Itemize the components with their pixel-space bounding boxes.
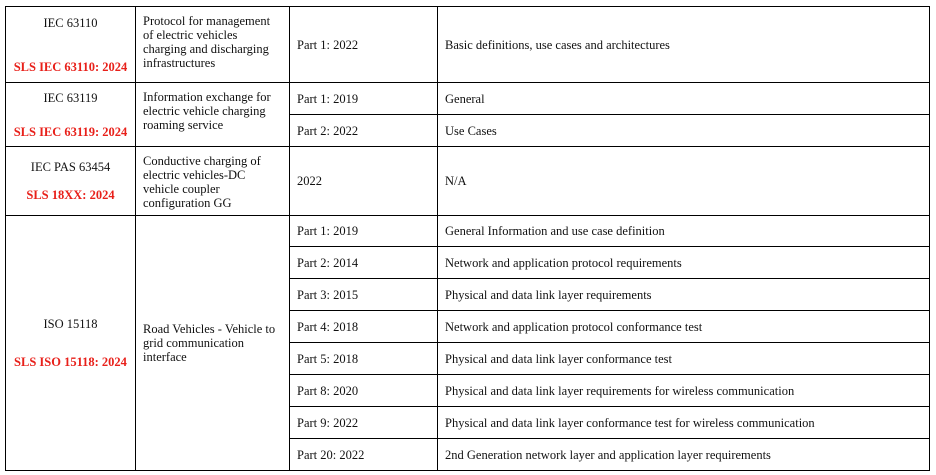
part-cell: Part 1: 2022 — [290, 7, 438, 83]
part-description: N/A — [438, 147, 930, 216]
standard-id: IEC 63110 — [43, 15, 98, 30]
sls-standard-id: SLS 18XX: 2024 — [26, 188, 115, 202]
part-cell: Part 2: 2022 — [290, 115, 438, 147]
standard-cell — [6, 216, 136, 471]
part-cell: Part 4: 2018 — [290, 311, 438, 343]
sls-standard-id: SLS IEC 63119: 2024 — [13, 124, 128, 139]
part-description: General — [438, 83, 930, 115]
standard-title: Road Vehicles - Vehicle to grid communication interface — [136, 216, 290, 471]
table-row — [6, 7, 930, 83]
part-description: Physical and data link layer conformance test — [438, 343, 930, 375]
part-description: Use Cases — [438, 115, 930, 147]
part-cell: Part 20: 2022 — [290, 439, 438, 471]
part-cell: Part 2: 2014 — [290, 247, 438, 279]
part-description: Physical and data link layer requirements — [438, 279, 930, 311]
standard-cell — [6, 83, 136, 147]
part-description: Network and application protocol conformance test — [438, 311, 930, 343]
standard-cell — [6, 7, 136, 83]
part-cell: Part 1: 2019 — [290, 83, 438, 115]
part-cell: Part 8: 2020 — [290, 375, 438, 407]
table-row — [6, 147, 930, 216]
sls-standard-id: SLS IEC 63110: 2024 — [13, 59, 128, 74]
standard-id: IEC PAS 63454 — [30, 160, 111, 174]
part-cell: Part 5: 2018 — [290, 343, 438, 375]
standard-title: Conductive charging of electric vehicles-DC vehicle coupler configuration GG — [136, 147, 290, 216]
part-description: Basic definitions, use cases and architectures — [438, 7, 930, 83]
part-cell: Part 1: 2019 — [290, 216, 438, 247]
standard-id: ISO 15118 — [43, 317, 98, 331]
standard-cell — [6, 147, 136, 216]
part-description: Physical and data link layer requirements for wireless communication — [438, 375, 930, 407]
part-description: Network and application protocol requirements — [438, 247, 930, 279]
part-description: 2nd Generation network layer and application layer requirements — [438, 439, 930, 471]
part-cell: Part 9: 2022 — [290, 407, 438, 439]
standard-title: Protocol for management of electric vehicles charging and discharging infrastructures — [136, 7, 290, 83]
sls-standard-id: SLS ISO 15118: 2024 — [14, 355, 127, 369]
standards-table — [5, 6, 930, 471]
standard-id: IEC 63119 — [43, 90, 98, 105]
part-cell: Part 3: 2015 — [290, 279, 438, 311]
table-row — [6, 83, 930, 115]
table-row — [6, 216, 930, 247]
part-description: Physical and data link layer conformance test for wireless communication — [438, 407, 930, 439]
standard-title: Information exchange for electric vehicle charging roaming service — [136, 83, 290, 147]
part-description: General Information and use case definition — [438, 216, 930, 247]
part-cell: 2022 — [290, 147, 438, 216]
